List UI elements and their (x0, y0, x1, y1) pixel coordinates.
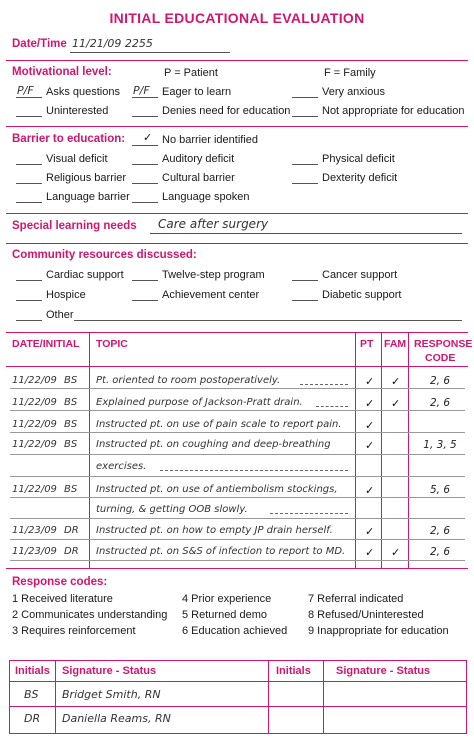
community-item: Cancer support (322, 269, 398, 281)
row-initial[interactable]: BS (64, 439, 78, 450)
column-divider (89, 332, 90, 568)
divider (6, 60, 468, 61)
barrier-label: Barrier to education: (12, 133, 126, 145)
community-item: Diabetic support (322, 289, 402, 301)
header-initials: Initials (15, 665, 50, 677)
barrier-item: Physical deficit (322, 153, 395, 165)
row-topic[interactable]: Instructed pt. on use of antiembolism stockings, (96, 484, 338, 495)
community-item: Other (46, 309, 74, 321)
check-icon[interactable]: ✓ (143, 132, 153, 144)
header-signature-status: Signature - Status (336, 665, 431, 677)
motivational-item: Asks questions (46, 86, 120, 98)
row-topic[interactable]: Explained purpose of Jackson-Pratt drain. (96, 397, 303, 408)
date-time-label: Date/Time (12, 38, 67, 50)
divider (6, 243, 468, 244)
row-topic[interactable]: Pt. oriented to room postoperatively. (96, 375, 281, 386)
row-initial[interactable]: DR (64, 546, 79, 557)
special-needs-label: Special learning needs (12, 220, 137, 232)
header-code: CODE (425, 352, 456, 364)
column-divider (355, 332, 356, 568)
barrier-item: Language spoken (162, 191, 250, 203)
family-key: F = Family (324, 67, 376, 79)
row-code[interactable]: 2, 6 (429, 525, 451, 537)
row-topic[interactable]: Instructed pt. on S&S of infection to report to MD. (96, 546, 346, 557)
row-date[interactable]: 11/22/09 (12, 484, 57, 495)
column-divider (323, 660, 324, 733)
response-code-item: 4 Prior experience (182, 593, 272, 605)
pt-check-icon[interactable]: ✓ (365, 420, 375, 432)
table-bottom-border (6, 568, 468, 569)
motivational-item: Eager to learn (162, 86, 232, 98)
fam-check-icon[interactable]: ✓ (391, 398, 401, 410)
row-topic[interactable]: Instructed pt. on use of pain scale to report pain. (96, 419, 342, 430)
community-item: Hospice (46, 289, 86, 301)
barrier-item: Dexterity deficit (322, 172, 398, 184)
community-item: Twelve-step program (162, 269, 265, 281)
row-topic[interactable]: turning, & getting OOB slowly. (96, 504, 248, 515)
date-time-line (70, 52, 230, 53)
community-item: Cardiac support (46, 269, 124, 281)
table-header-border (6, 366, 468, 367)
column-divider (55, 660, 56, 733)
response-code-item: 6 Education achieved (182, 625, 288, 637)
column-divider (408, 332, 409, 568)
column-divider (381, 332, 382, 568)
row-date[interactable]: 11/22/09 (12, 419, 57, 430)
header-initials: Initials (276, 665, 311, 677)
response-code-item: 7 Referral indicated (308, 593, 404, 605)
response-code-item: 8 Refused/Uninterested (308, 609, 424, 621)
header-response: RESPONSE (414, 338, 473, 350)
response-code-item: 3 Requires reinforcement (12, 625, 136, 637)
barrier-item: Language barrier (46, 191, 130, 203)
signature-header-border (9, 681, 466, 682)
header-fam: FAM (384, 338, 407, 350)
barrier-item: Cultural barrier (162, 172, 235, 184)
motivational-item: Denies need for education (162, 105, 291, 117)
motivational-item: Not appropriate for education (322, 105, 465, 117)
row-initial[interactable]: BS (64, 419, 78, 430)
motivational-item: Very anxious (322, 86, 385, 98)
pt-check-icon[interactable]: ✓ (365, 376, 375, 388)
fam-check-icon[interactable]: ✓ (391, 547, 401, 559)
response-code-item: 2 Communicates understanding (12, 609, 168, 621)
pt-check-icon[interactable]: ✓ (365, 440, 375, 452)
row-initial[interactable]: DR (64, 525, 79, 536)
header-date-initial: DATE/INITIAL (12, 338, 80, 350)
response-code-item: 9 Inappropriate for education (308, 625, 449, 637)
motivational-mark[interactable]: P/F (133, 84, 150, 97)
fam-check-icon[interactable]: ✓ (391, 376, 401, 388)
pt-check-icon[interactable]: ✓ (365, 526, 375, 538)
divider (6, 126, 468, 127)
row-date[interactable]: 11/22/09 (12, 397, 57, 408)
motivational-label: Motivational level: (12, 66, 112, 78)
header-signature-status: Signature - Status (62, 665, 157, 677)
patient-key: P = Patient (164, 67, 218, 79)
signature-initials[interactable]: BS (24, 688, 39, 701)
pt-check-icon[interactable]: ✓ (365, 398, 375, 410)
pt-check-icon[interactable]: ✓ (365, 547, 375, 559)
table-top-border (6, 332, 468, 333)
signature-row-border (9, 706, 466, 707)
row-code[interactable]: 2, 6 (429, 546, 451, 558)
row-topic[interactable]: exercises. (96, 461, 147, 472)
header-topic: TOPIC (96, 338, 128, 350)
barrier-item: Religious barrier (46, 172, 127, 184)
signature-initials[interactable]: DR (24, 712, 41, 725)
row-initial[interactable]: BS (64, 375, 78, 386)
signature-name[interactable]: Daniella Reams, RN (62, 712, 171, 725)
motivational-mark[interactable]: P/F (17, 84, 34, 97)
row-code[interactable]: 5, 6 (429, 484, 451, 496)
barrier-item: No barrier identified (162, 134, 258, 146)
special-needs-line (150, 233, 462, 234)
row-date[interactable]: 11/23/09 (12, 546, 57, 557)
row-date[interactable]: 11/22/09 (12, 375, 57, 386)
column-divider (268, 660, 269, 733)
motivational-item: Uninterested (46, 105, 109, 117)
row-code[interactable]: 1, 3, 5 (423, 439, 457, 451)
row-topic[interactable]: Instructed pt. on coughing and deep-breathing (96, 439, 331, 450)
community-item: Achievement center (162, 289, 260, 301)
header-pt: PT (360, 338, 374, 350)
row-date[interactable]: 11/22/09 (12, 439, 57, 450)
row-topic[interactable]: Instructed pt. on how to empty JP drain herself. (96, 525, 333, 536)
form-title: INITIAL EDUCATIONAL EVALUATION (109, 10, 365, 26)
response-code-item: 5 Returned demo (182, 609, 267, 621)
response-code-item: 1 Received literature (12, 593, 113, 605)
row-initial[interactable]: BS (64, 397, 78, 408)
row-initial[interactable]: BS (64, 484, 78, 495)
row-date[interactable]: 11/23/09 (12, 525, 57, 536)
special-needs-value[interactable]: Care after surgery (158, 217, 269, 231)
date-time-value[interactable]: 11/21/09 2255 (72, 37, 153, 50)
row-code[interactable]: 2, 6 (429, 375, 451, 387)
response-codes-label: Response codes: (12, 576, 108, 588)
barrier-item: Auditory deficit (162, 153, 235, 165)
barrier-item: Visual deficit (46, 153, 108, 165)
row-code[interactable]: 2, 6 (429, 397, 451, 409)
divider (6, 213, 468, 214)
pt-check-icon[interactable]: ✓ (365, 485, 375, 497)
community-label: Community resources discussed: (12, 249, 197, 261)
signature-name[interactable]: Bridget Smith, RN (62, 688, 161, 701)
